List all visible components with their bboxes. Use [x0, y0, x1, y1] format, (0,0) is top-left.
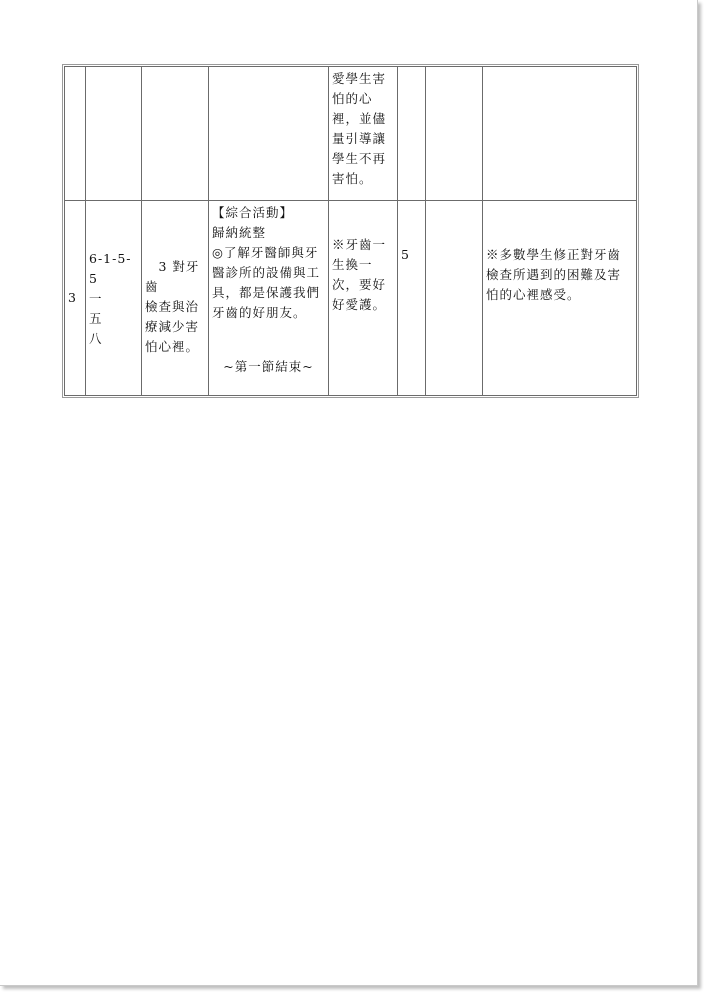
- assessment-line: 愛學生害: [332, 71, 387, 86]
- notes-line: ※多數學生修正對牙齒: [486, 247, 622, 262]
- resources-cell: [426, 201, 483, 396]
- notes-line: 怕的心裡感受。: [486, 287, 581, 302]
- activity-line: 歸納統整: [212, 225, 267, 240]
- goal-line: 療減少害: [145, 319, 200, 334]
- activity-line: 醫診所的設備與工: [212, 265, 321, 280]
- activity-line: ◎了解牙醫師與牙: [212, 245, 319, 260]
- assessment-line: 學生不再: [332, 151, 387, 166]
- indicator-line: 一: [89, 291, 103, 306]
- section-end-marker: ~第一節結束~: [223, 359, 314, 374]
- assessment-cell: [329, 201, 398, 396]
- table-row: [65, 201, 637, 396]
- indicator-line: 6-1-5-5: [89, 251, 132, 286]
- activity-cell: [209, 201, 329, 396]
- indicator-line: 五: [89, 311, 103, 326]
- period-number: 3: [68, 290, 77, 305]
- assessment-cell: [329, 67, 398, 201]
- table-row: [65, 67, 637, 201]
- time-minutes: 5: [401, 247, 410, 262]
- assessment-line: 量引導讓: [332, 131, 387, 146]
- assessment-line: 裡，並儘: [332, 111, 387, 126]
- indicator-line: 八: [89, 331, 103, 346]
- goal-cell: [142, 67, 209, 201]
- activity-cell: [209, 67, 329, 201]
- time-cell: [398, 201, 426, 396]
- goal-line: 怕心裡。: [145, 339, 200, 354]
- activity-heading: 【綜合活動】: [212, 205, 294, 220]
- time-cell: [398, 67, 426, 201]
- period-cell: [65, 67, 86, 201]
- notes-cell: [483, 67, 637, 201]
- goal-line: 檢查與治: [145, 299, 200, 314]
- assessment-line: 生換一: [332, 257, 373, 272]
- assessment-line: 害怕。: [332, 171, 373, 186]
- notes-cell: [483, 201, 637, 396]
- indicator-cell: [86, 67, 142, 201]
- assessment-line: 次，要好: [332, 277, 387, 292]
- resources-cell: [426, 67, 483, 201]
- assessment-line: 好愛護。: [332, 297, 387, 312]
- assessment-line: ※牙齒一: [332, 237, 387, 252]
- period-cell: [65, 201, 86, 396]
- activity-line: 具，都是保護我們: [212, 285, 321, 300]
- indicator-cell: [86, 201, 142, 396]
- notes-line: 檢查所遇到的困難及害: [486, 267, 622, 282]
- goal-cell: [142, 201, 209, 396]
- goal-line: 3 對牙齒: [145, 259, 200, 294]
- activity-line: 牙齒的好朋友。: [212, 305, 307, 320]
- lesson-plan-table: [64, 66, 637, 396]
- assessment-line: 怕的心: [332, 91, 373, 106]
